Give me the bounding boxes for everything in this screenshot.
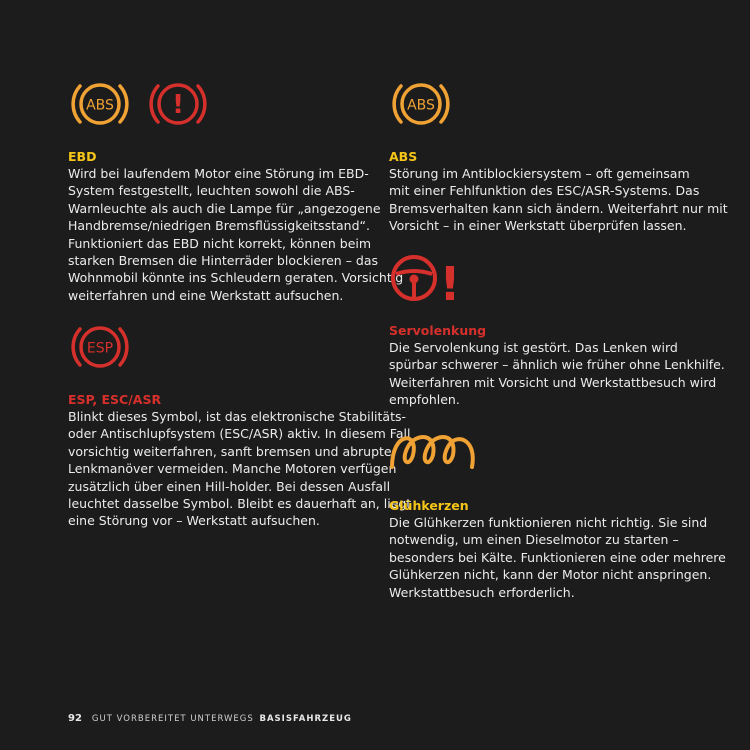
brake-warning-icon (146, 76, 210, 132)
svg-text:!: ! (172, 90, 184, 120)
page-number: 92 (68, 713, 82, 724)
servo-icons (389, 250, 725, 306)
svg-text:ESP: ESP (86, 340, 114, 357)
abs-warning-icon (68, 76, 132, 132)
esp-section (68, 319, 411, 530)
ebd-section (68, 76, 403, 304)
glow-plug-icon (389, 425, 479, 481)
steering-wheel-warning-icon (389, 250, 463, 306)
ebd-title: EBD (68, 149, 97, 164)
glow-icons (389, 425, 726, 481)
servo-text: Die Servolenkung ist gestört. Das Lenken wird spürbar schwerer – ähnlich wie früher ohne Lenkhilfe. Weiterfahren mit Vorsicht und Werkstattbesuch wird empfohlen. (389, 340, 725, 408)
esp-text: Blinkt dieses Symbol, ist das elektronische Stabilitäts- oder Antischlupfsystem (ESC/ASR) aktiv. In diesem Fall vorsichtig weiterfahren, sanft bremsen und abrupte Lenkmanöver vermeiden. Manche Motoren verfügen zusätzlich über einen Hill-holder. Bei dessen Ausfall leuchtet dasselbe Symbol. Bleibt es dauerhaft an, liegt eine Störung vor – Werkstatt aufsuchen. (68, 409, 412, 529)
abs-title: ABS (389, 149, 418, 164)
esp-title: ESP, ESC/ASR (68, 392, 162, 407)
abs-warning-icon (389, 76, 453, 132)
ebd-icons (68, 76, 403, 132)
svg-text:!: ! (439, 257, 461, 306)
glow-title: Glühkerzen (389, 498, 469, 513)
servo-section (389, 250, 725, 409)
abs-section (389, 76, 728, 235)
abs-text: Störung im Antiblockiersystem – oft gemeinsam mit einer Fehlfunktion des ESC/ASR-Systems. Das Bremsverhalten kann sich ändern. Weiterfahrt nur mit Vorsicht – in einer Werkstatt überprüfen lassen. (389, 166, 728, 234)
svg-text:ABS: ABS (86, 97, 114, 114)
svg-text:ABS: ABS (407, 97, 435, 114)
footer-chapter: BASISFAHRZEUG (259, 714, 352, 724)
abs-icons (389, 76, 728, 132)
esp-icons (68, 319, 411, 375)
ebd-text: Wird bei laufendem Motor eine Störung im EBD- System festgestellt, leuchten sowohl die ABS- Warnleuchte als auch die Lampe für „angezogene Handbremse/niedrigen Bremsflüssigkeitsstand“. Funktioniert das EBD nicht korrekt, können beim starken Bremsen die Hinterräder blockieren – das Wohnmobil könnte ins Schleudern geraten. Vorsichtig weiterfahren und eine Werkstatt aufsuchen. (68, 166, 404, 303)
servo-title: Servolenkung (389, 323, 487, 338)
glow-text: Die Glühkerzen funktionieren nicht richtig. Sie sind notwendig, um einen Dieselmotor zu starten – besonders bei Kälte. Funktionieren eine oder mehrere Glühkerzen nicht, kann der Motor nicht anspringen. Werkstattbesuch erforderlich. (389, 515, 726, 600)
esp-warning-icon (68, 319, 132, 375)
page-footer (68, 713, 352, 724)
glow-section (389, 425, 726, 601)
footer-section: GUT VORBEREITET UNTERWEGS (91, 714, 254, 724)
